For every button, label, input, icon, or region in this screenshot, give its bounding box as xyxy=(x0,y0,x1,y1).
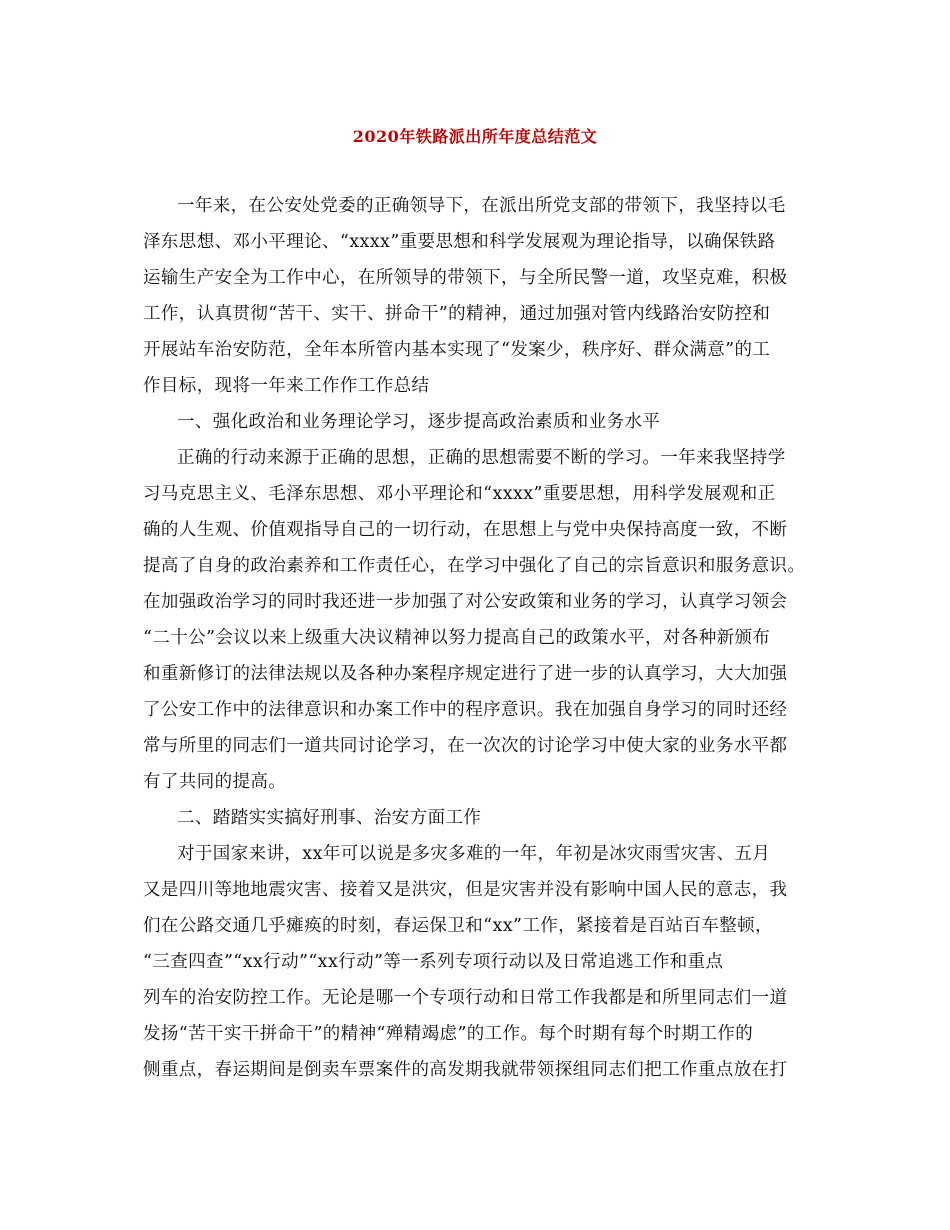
paragraph-line: 和重新修订的法律法规以及各种办案程序规定进行了进一步的认真学习，大大加强 xyxy=(143,664,788,684)
section-heading: 二、踏踏实实搞好刑事、治安方面工作 xyxy=(177,808,482,828)
paragraph-line: 侧重点，春运期间是倒卖车票案件的高发期我就带领探组同志们把工作重点放在打 xyxy=(143,1060,788,1080)
paragraph-line: 一年来，在公安处党委的正确领导下，在派出所党支部的带领下，我坚持以毛 xyxy=(177,196,786,216)
paragraph-line: 常与所里的同志们一道共同讨论学习，在一次次的讨论学习中使大家的业务水平都 xyxy=(143,736,788,756)
paragraph-line: 发扬“苦干实干拼命干”的精神“殚精竭虑”的工作。每个时期有每个时期工作的 xyxy=(143,1024,754,1044)
paragraph-line: 有了共同的提高。 xyxy=(143,772,287,792)
paragraph-line: 列车的治安防控工作。无论是哪一个专项行动和日常工作我都是和所里同志们一道 xyxy=(143,988,788,1008)
paragraph-line: 确的人生观、价值观指导自己的一切行动，在思想上与党中央保持高度一致，不断 xyxy=(143,520,788,540)
paragraph-line: 提高了自身的政治素养和工作责任心，在学习中强化了自己的宗旨意识和服务意识。 xyxy=(143,556,806,576)
paragraph-line: 工作，认真贯彻“苦干、实干、拼命干”的精神，通过加强对管内线路治安防控和 xyxy=(143,304,771,324)
paragraph-line: 们在公路交通几乎瘫痪的时刻，春运保卫和“xx”工作，紧接着是百站百车整顿， xyxy=(143,916,773,936)
paragraph-line: 在加强政治学习的同时我还进一步加强了对公安政策和业务的学习，认真学习领会 xyxy=(143,592,788,612)
paragraph-line: 习马克思主义、毛泽东思想、邓小平理论和“xxxx”重要思想，用科学发展观和正 xyxy=(143,484,776,504)
paragraph-line: 运输生产安全为工作中心，在所领导的带领下，与全所民警一道，攻坚克难，积极 xyxy=(143,268,788,288)
paragraph-line: “二十公”会议以来上级重大决议精神以努力提高自己的政策水平，对各种新颁布 xyxy=(143,628,771,648)
paragraph-line: 又是四川等地地震灾害、接着又是洪灾，但是灾害并没有影响中国人民的意志，我 xyxy=(143,880,788,900)
paragraph-line: 正确的行动来源于正确的思想，正确的思想需要不断的学习。一年来我坚持学 xyxy=(177,448,786,468)
paragraph-line: 开展站车治安防范，全年本所管内基本实现了“发案少，秩序好、群众满意”的工 xyxy=(143,340,771,360)
section-heading: 一、强化政治和业务理论学习，逐步提高政治素质和业务水平 xyxy=(177,412,661,432)
paragraph-line: 泽东思想、邓小平理论、“xxxx”重要思想和科学发展观为理论指导，以确保铁路 xyxy=(143,232,776,252)
paragraph-line: 作目标，现将一年来工作作工作总结 xyxy=(143,376,430,396)
paragraph-line: “三查四查”“xx行动”“xx行动”等一系列专项行动以及日常追逃工作和重点 xyxy=(143,952,724,972)
paragraph-line: 了公安工作中的法律意识和办案工作中的程序意识。我在加强自身学习的同时还经 xyxy=(143,700,788,720)
document-title: 2020年铁路派出所年度总结范文 xyxy=(352,127,598,146)
paragraph-line: 对于国家来讲，xx年可以说是多灾多难的一年，年初是冰灾雨雪灾害、五月 xyxy=(177,844,771,864)
